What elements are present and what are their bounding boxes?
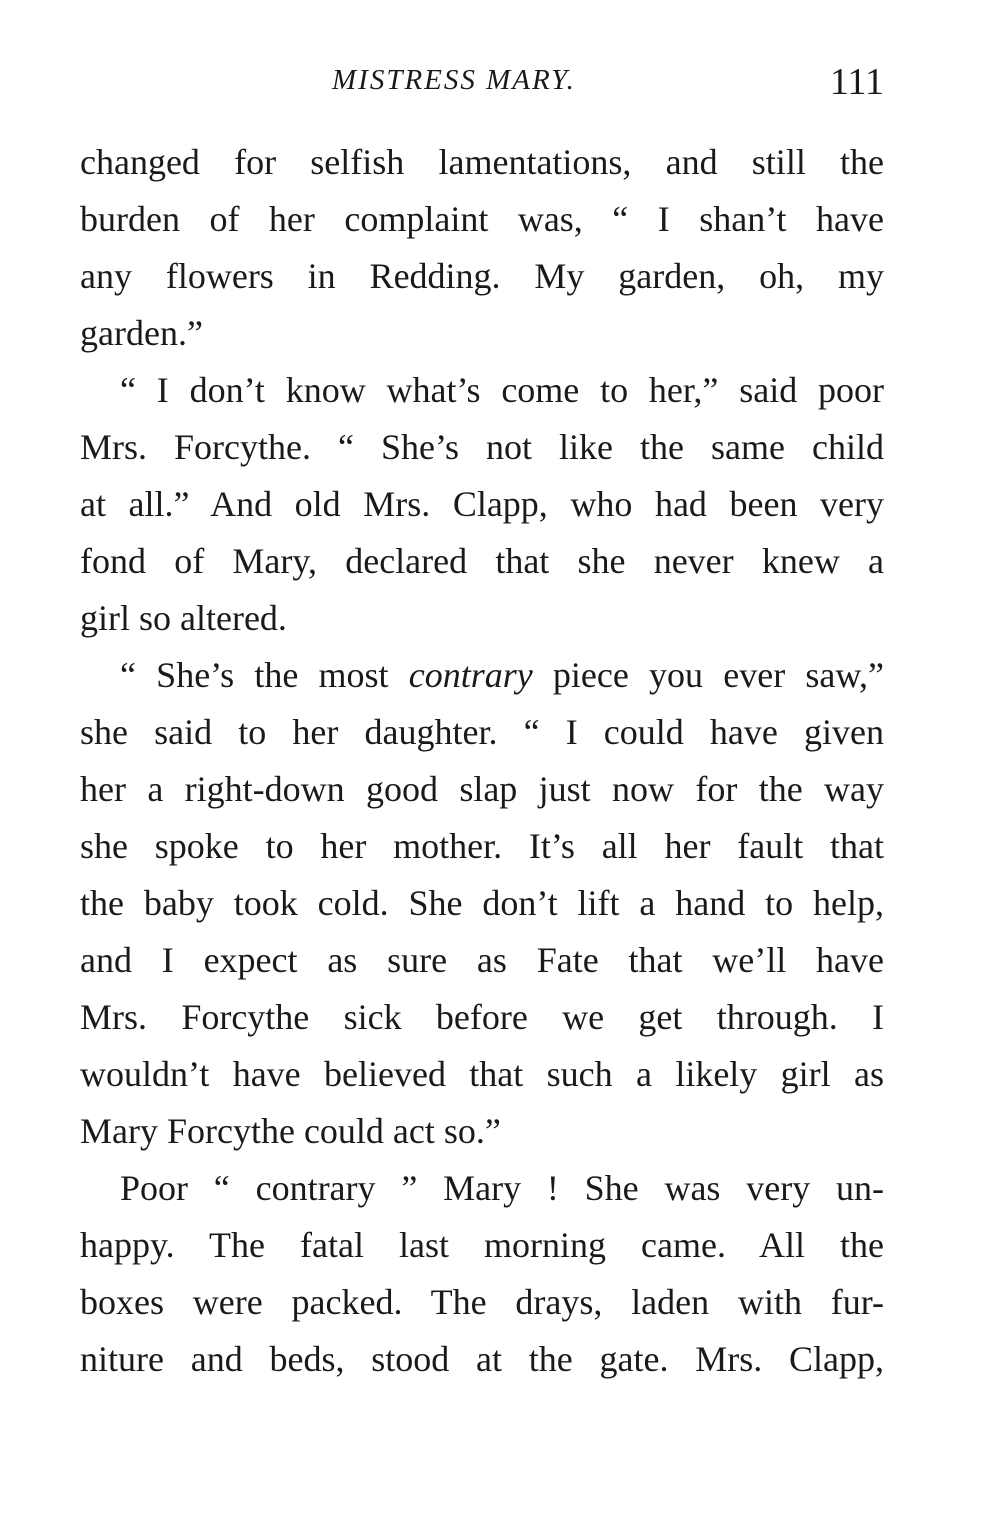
text-line: she said to her daughter. “ I could have given (80, 712, 884, 752)
text-line: garden.” (80, 313, 203, 353)
body-text (80, 134, 884, 1388)
text-line: happy. The fatal last morning came. All the (80, 1225, 884, 1265)
text-line: wouldn’t have believed that such a likely girl as (80, 1054, 884, 1094)
running-head (80, 60, 884, 110)
text-line: fond of Mary, declared that she never knew a (80, 541, 884, 581)
text-line: any flowers in Redding. My garden, oh, my (80, 256, 884, 296)
text-line: Poor “ contrary ” Mary ! She was very un- (120, 1168, 884, 1208)
text-line: Mrs. Forcythe sick before we get through. I (80, 997, 884, 1037)
text-line: niture and beds, stood at the gate. Mrs. Clapp, (80, 1339, 884, 1379)
text-line-with-emphasis (80, 647, 884, 704)
running-title: MISTRESS MARY. (332, 64, 576, 96)
text-line: at all.” And old Mrs. Clapp, who had been very (80, 484, 884, 524)
line-before-emphasis: “ She’s the most (120, 655, 409, 695)
text-line: boxes were packed. The drays, laden with fur- (80, 1282, 884, 1322)
text-line: burden of her complaint was, “ I shan’t have (80, 199, 884, 239)
text-line: she spoke to her mother. It’s all her fault that (80, 826, 884, 866)
text-line: girl so altered. (80, 598, 287, 638)
page-number: 111 (829, 61, 884, 103)
text-line: Mrs. Forcythe. “ She’s not like the same child (80, 427, 884, 467)
emphasized-word: contrary (408, 655, 533, 695)
text-line: Mary Forcythe could act so.” (80, 1111, 501, 1151)
text-line: and I expect as sure as Fate that we’ll have (80, 940, 884, 980)
text-line: changed for selfish lamentations, and still the (80, 142, 884, 182)
text-line: “ I don’t know what’s come to her,” said poor (120, 370, 884, 410)
text-line: the baby took cold. She don’t lift a hand to help, (80, 883, 884, 923)
text-line: her a right-down good slap just now for the way (80, 769, 884, 809)
line-after-emphasis: piece you ever saw,” (532, 655, 885, 695)
